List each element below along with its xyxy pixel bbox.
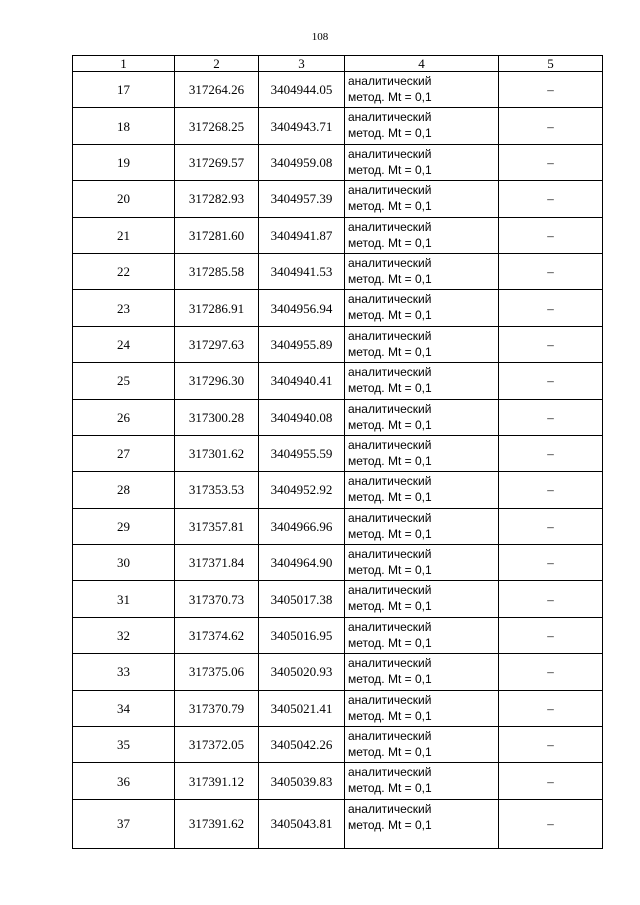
note-cell: – — [499, 508, 603, 544]
y-coordinate-cell: 3405016.95 — [259, 617, 345, 653]
y-coordinate-cell: 3404952.92 — [259, 472, 345, 508]
note-cell: – — [499, 799, 603, 848]
method-cell — [345, 654, 499, 690]
point-number-cell: 20 — [73, 181, 175, 217]
method-cell — [345, 253, 499, 289]
method-line-2: метод. Mt = 0,1 — [348, 745, 432, 760]
method-line-1: аналитический — [348, 183, 432, 198]
method-line-1: аналитический — [348, 729, 432, 744]
note-cell: – — [499, 654, 603, 690]
coordinates-table — [72, 55, 603, 849]
x-coordinate-cell: 317268.25 — [175, 108, 259, 144]
method-line-1: аналитический — [348, 292, 432, 307]
x-coordinate-cell: 317391.12 — [175, 763, 259, 799]
table-row — [73, 399, 603, 435]
note-cell: – — [499, 690, 603, 726]
y-coordinate-cell: 3404955.89 — [259, 326, 345, 362]
x-coordinate-cell: 317370.73 — [175, 581, 259, 617]
table-row — [73, 290, 603, 326]
column-header: 1 — [73, 56, 175, 72]
method-line-2: метод. Mt = 0,1 — [348, 672, 432, 687]
x-coordinate-cell: 317370.79 — [175, 690, 259, 726]
point-number-cell: 26 — [73, 399, 175, 435]
note-cell: – — [499, 617, 603, 653]
x-coordinate-cell: 317300.28 — [175, 399, 259, 435]
method-cell — [345, 435, 499, 471]
method-cell — [345, 363, 499, 399]
method-cell — [345, 617, 499, 653]
y-coordinate-cell: 3404941.53 — [259, 253, 345, 289]
point-number-cell: 34 — [73, 690, 175, 726]
x-coordinate-cell: 317296.30 — [175, 363, 259, 399]
x-coordinate-cell: 317281.60 — [175, 217, 259, 253]
method-cell — [345, 727, 499, 763]
point-number-cell: 27 — [73, 435, 175, 471]
method-line-2: метод. Mt = 0,1 — [348, 381, 432, 396]
point-number-cell: 25 — [73, 363, 175, 399]
method-cell — [345, 144, 499, 180]
table-row — [73, 690, 603, 726]
point-number-cell: 31 — [73, 581, 175, 617]
method-line-1: аналитический — [348, 692, 432, 707]
point-number-cell: 33 — [73, 654, 175, 690]
method-line-2: метод. Mt = 0,1 — [348, 708, 432, 723]
x-coordinate-cell: 317374.62 — [175, 617, 259, 653]
point-number-cell: 22 — [73, 253, 175, 289]
page-number: 108 — [311, 31, 329, 43]
note-cell: – — [499, 181, 603, 217]
method-line-2: метод. Mt = 0,1 — [348, 781, 432, 796]
method-cell — [345, 290, 499, 326]
method-line-2: метод. Mt = 0,1 — [348, 417, 432, 432]
method-line-2: метод. Mt = 0,1 — [348, 271, 432, 286]
table-row — [73, 72, 603, 108]
note-cell: – — [499, 545, 603, 581]
x-coordinate-cell: 317285.58 — [175, 253, 259, 289]
note-cell: – — [499, 435, 603, 471]
y-coordinate-cell: 3404966.96 — [259, 508, 345, 544]
table-row — [73, 144, 603, 180]
table-row — [73, 617, 603, 653]
column-header: 4 — [345, 56, 499, 72]
table-row — [73, 435, 603, 471]
table-row — [73, 508, 603, 544]
table-row — [73, 581, 603, 617]
table-row — [73, 545, 603, 581]
x-coordinate-cell: 317297.63 — [175, 326, 259, 362]
y-coordinate-cell: 3404956.94 — [259, 290, 345, 326]
method-line-1: аналитический — [348, 110, 432, 125]
y-coordinate-cell: 3405043.81 — [259, 799, 345, 848]
method-cell — [345, 581, 499, 617]
point-number-cell: 35 — [73, 727, 175, 763]
point-number-cell: 24 — [73, 326, 175, 362]
x-coordinate-cell: 317353.53 — [175, 472, 259, 508]
method-line-1: аналитический — [348, 547, 432, 562]
note-cell: – — [499, 217, 603, 253]
method-cell — [345, 399, 499, 435]
column-header: 5 — [499, 56, 603, 72]
method-line-1: аналитический — [348, 365, 432, 380]
table-row — [73, 472, 603, 508]
y-coordinate-cell: 3404959.08 — [259, 144, 345, 180]
method-line-1: аналитический — [348, 656, 432, 671]
header-row — [73, 56, 603, 72]
method-line-1: аналитический — [348, 437, 432, 452]
method-cell — [345, 72, 499, 108]
method-cell — [345, 326, 499, 362]
method-line-1: аналитический — [348, 74, 432, 88]
method-line-1: аналитический — [348, 401, 432, 416]
table-row — [73, 108, 603, 144]
method-line-2: метод. Mt = 0,1 — [348, 199, 432, 214]
y-coordinate-cell: 3405021.41 — [259, 690, 345, 726]
table-row — [73, 217, 603, 253]
x-coordinate-cell: 317286.91 — [175, 290, 259, 326]
point-number-cell: 28 — [73, 472, 175, 508]
method-line-1: аналитический — [348, 146, 432, 161]
x-coordinate-cell: 317357.81 — [175, 508, 259, 544]
note-cell: – — [499, 144, 603, 180]
note-cell: – — [499, 472, 603, 508]
point-number-cell: 29 — [73, 508, 175, 544]
point-number-cell: 19 — [73, 144, 175, 180]
method-line-1: аналитический — [348, 583, 432, 598]
method-cell — [345, 545, 499, 581]
y-coordinate-cell: 3404964.90 — [259, 545, 345, 581]
point-number-cell: 30 — [73, 545, 175, 581]
method-line-2: метод. Mt = 0,1 — [348, 162, 432, 177]
method-line-1: аналитический — [348, 255, 432, 270]
method-cell — [345, 472, 499, 508]
y-coordinate-cell: 3405042.26 — [259, 727, 345, 763]
method-cell — [345, 799, 499, 848]
note-cell: – — [499, 399, 603, 435]
y-coordinate-cell: 3405039.83 — [259, 763, 345, 799]
method-line-2: метод. Mt = 0,1 — [348, 453, 432, 468]
x-coordinate-cell: 317372.05 — [175, 727, 259, 763]
table-row — [73, 181, 603, 217]
method-line-1: аналитический — [348, 619, 432, 634]
x-coordinate-cell: 317269.57 — [175, 144, 259, 180]
table-row — [73, 763, 603, 799]
y-coordinate-cell: 3405020.93 — [259, 654, 345, 690]
x-coordinate-cell: 317301.62 — [175, 435, 259, 471]
method-line-2: метод. Mt = 0,1 — [348, 308, 432, 323]
method-line-2: метод. Mt = 0,1 — [348, 90, 432, 104]
x-coordinate-cell: 317371.84 — [175, 545, 259, 581]
method-cell — [345, 217, 499, 253]
x-coordinate-cell: 317375.06 — [175, 654, 259, 690]
method-line-1: аналитический — [348, 510, 432, 525]
y-coordinate-cell: 3404957.39 — [259, 181, 345, 217]
y-coordinate-cell: 3404943.71 — [259, 108, 345, 144]
table-row — [73, 253, 603, 289]
method-line-2: метод. Mt = 0,1 — [348, 817, 432, 832]
method-line-2: метод. Mt = 0,1 — [348, 490, 432, 505]
point-number-cell: 21 — [73, 217, 175, 253]
note-cell: – — [499, 290, 603, 326]
note-cell: – — [499, 581, 603, 617]
point-number-cell: 23 — [73, 290, 175, 326]
y-coordinate-cell: 3404955.59 — [259, 435, 345, 471]
note-cell: – — [499, 763, 603, 799]
method-cell — [345, 108, 499, 144]
note-cell: – — [499, 326, 603, 362]
method-cell — [345, 508, 499, 544]
method-line-2: метод. Mt = 0,1 — [348, 526, 432, 541]
point-number-cell: 17 — [73, 72, 175, 108]
x-coordinate-cell: 317282.93 — [175, 181, 259, 217]
method-line-1: аналитический — [348, 219, 432, 234]
method-line-2: метод. Mt = 0,1 — [348, 344, 432, 359]
method-line-2: метод. Mt = 0,1 — [348, 235, 432, 250]
table-row — [73, 799, 603, 848]
column-header: 3 — [259, 56, 345, 72]
table-row — [73, 727, 603, 763]
note-cell: – — [499, 108, 603, 144]
method-line-2: метод. Mt = 0,1 — [348, 635, 432, 650]
method-line-2: метод. Mt = 0,1 — [348, 599, 432, 614]
method-cell — [345, 690, 499, 726]
note-cell: – — [499, 727, 603, 763]
method-line-2: метод. Mt = 0,1 — [348, 126, 432, 141]
point-number-cell: 32 — [73, 617, 175, 653]
y-coordinate-cell: 3404940.41 — [259, 363, 345, 399]
x-coordinate-cell: 317264.26 — [175, 72, 259, 108]
method-cell — [345, 181, 499, 217]
point-number-cell: 36 — [73, 763, 175, 799]
y-coordinate-cell: 3404940.08 — [259, 399, 345, 435]
method-line-1: аналитический — [348, 765, 432, 780]
method-cell — [345, 763, 499, 799]
method-line-2: метод. Mt = 0,1 — [348, 563, 432, 578]
column-header: 2 — [175, 56, 259, 72]
point-number-cell: 18 — [73, 108, 175, 144]
point-number-cell: 37 — [73, 799, 175, 848]
y-coordinate-cell: 3405017.38 — [259, 581, 345, 617]
y-coordinate-cell: 3404941.87 — [259, 217, 345, 253]
table-row — [73, 326, 603, 362]
y-coordinate-cell: 3404944.05 — [259, 72, 345, 108]
note-cell: – — [499, 363, 603, 399]
table-row — [73, 654, 603, 690]
note-cell: – — [499, 253, 603, 289]
method-line-1: аналитический — [348, 801, 432, 816]
method-line-1: аналитический — [348, 328, 432, 343]
x-coordinate-cell: 317391.62 — [175, 799, 259, 848]
table-row — [73, 363, 603, 399]
note-cell: – — [499, 72, 603, 108]
method-line-1: аналитический — [348, 474, 432, 489]
